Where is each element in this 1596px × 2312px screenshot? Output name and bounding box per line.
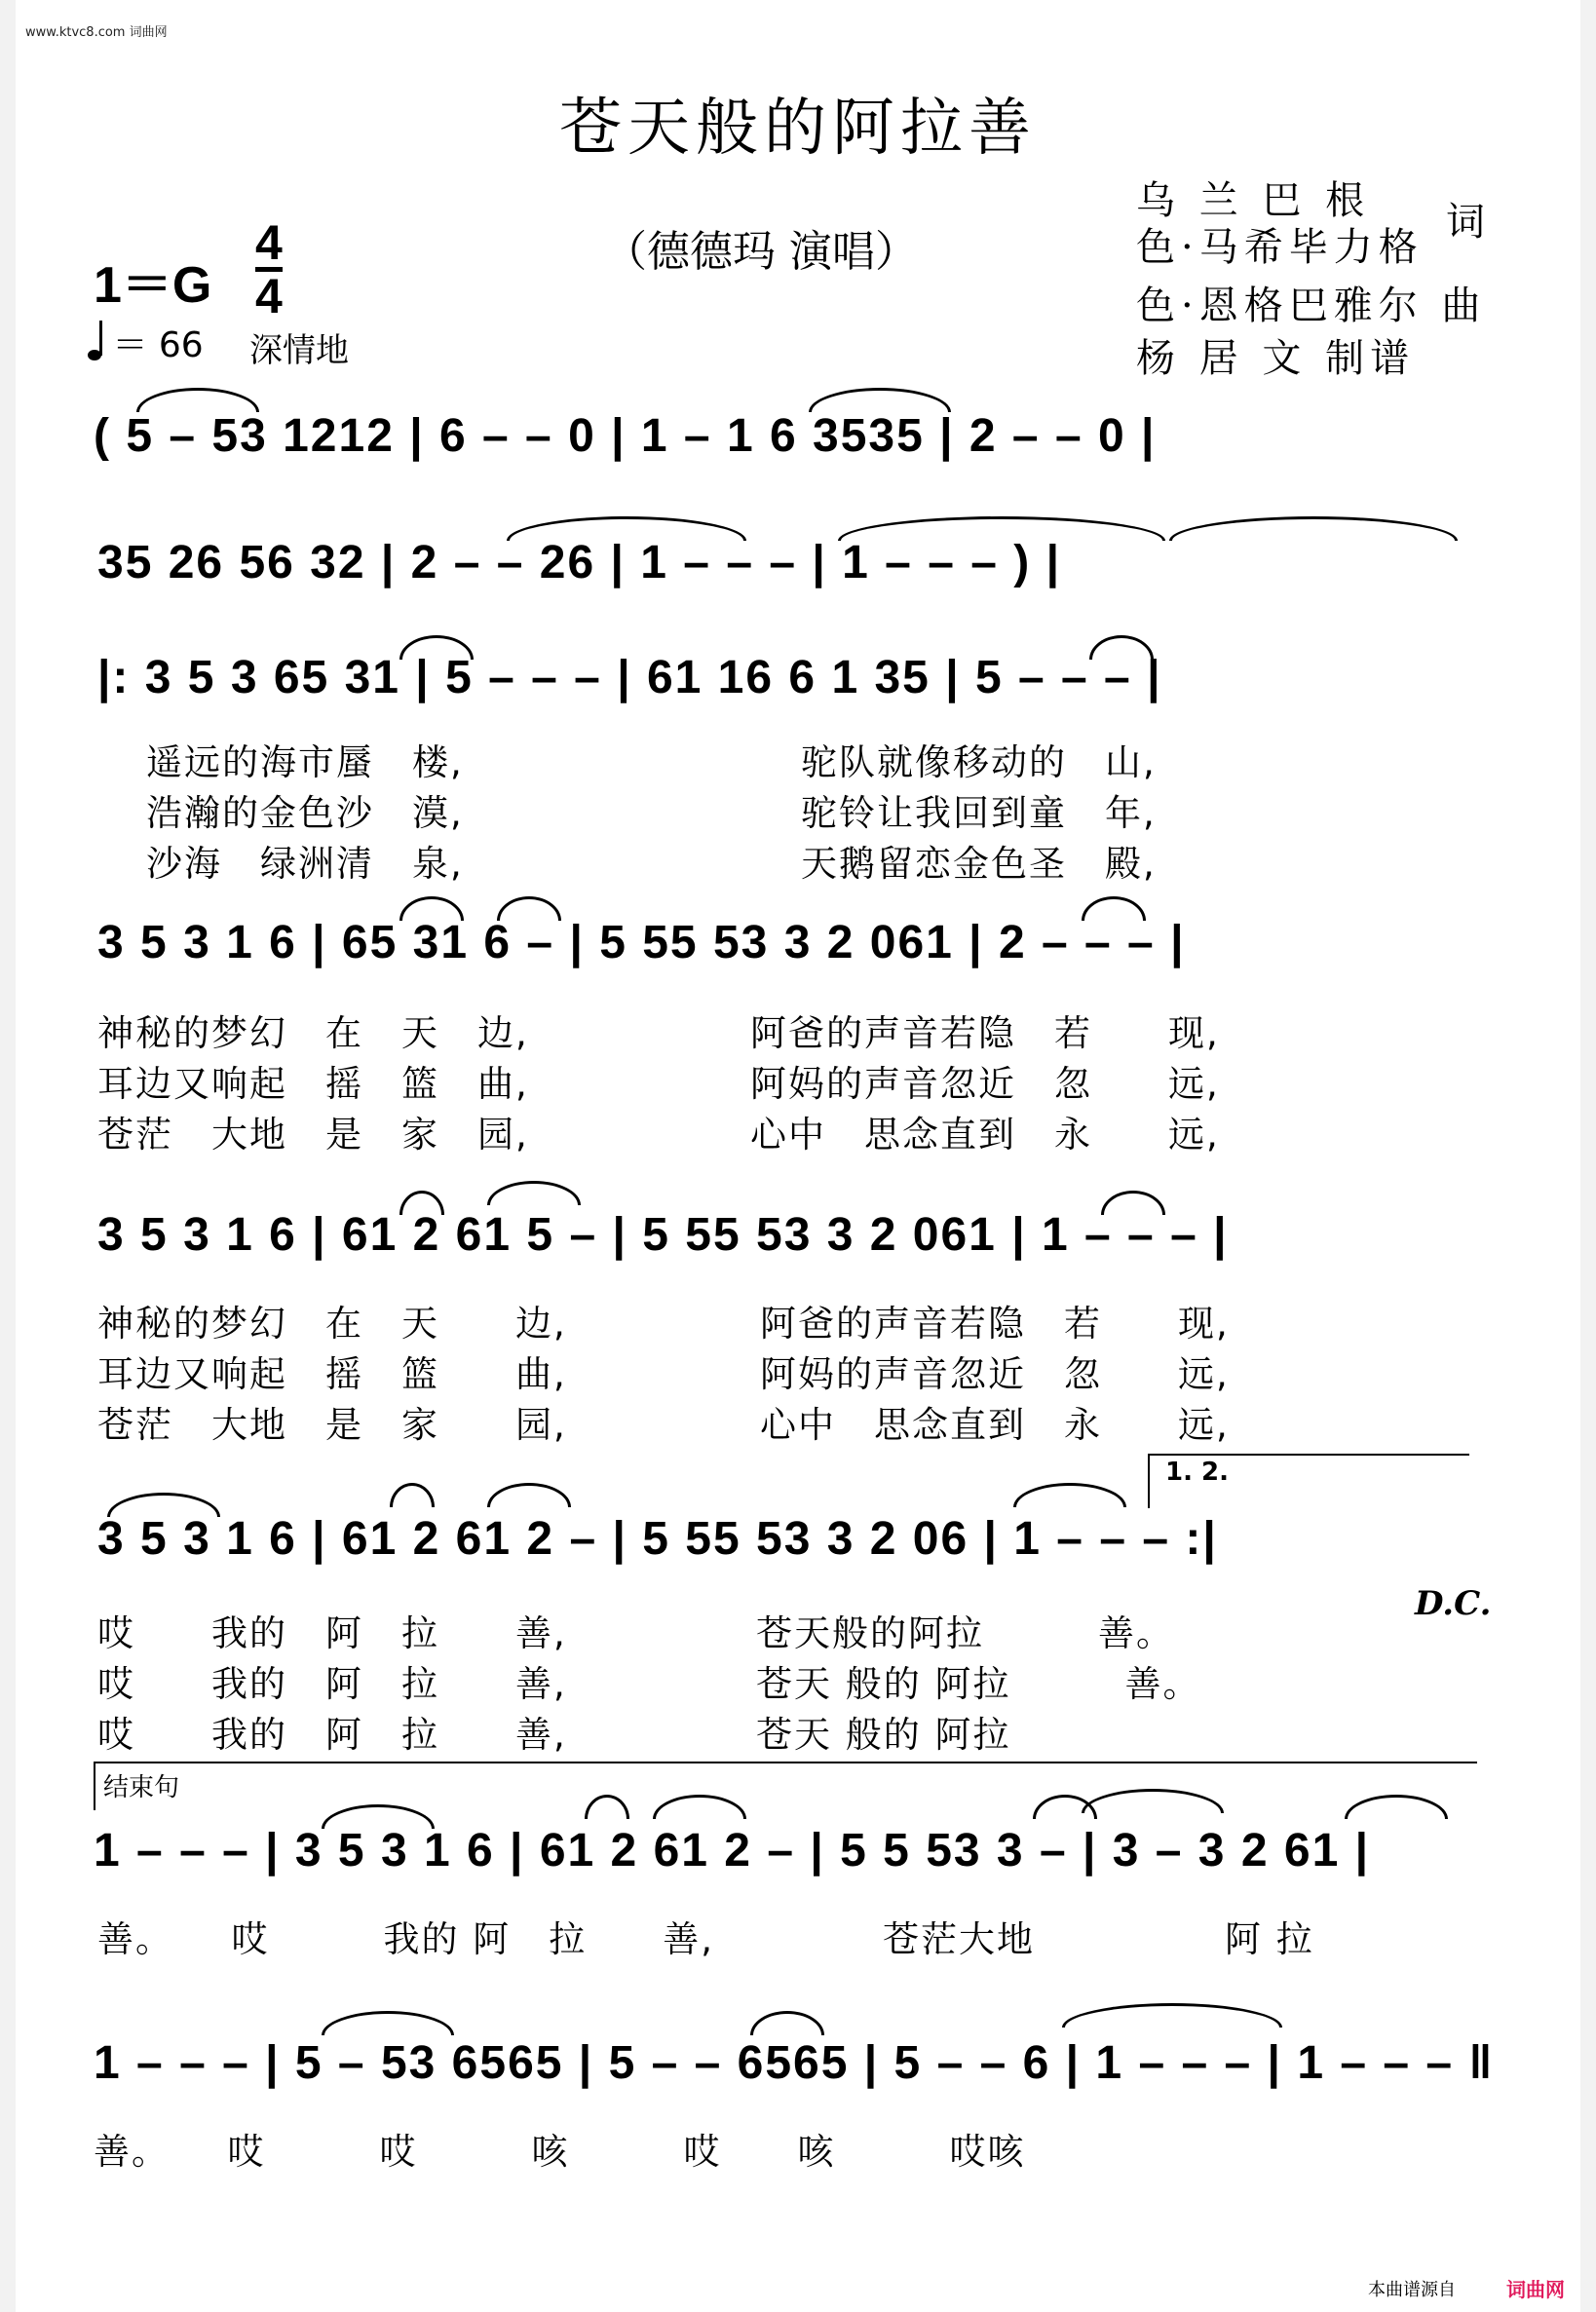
time-signature <box>255 215 283 323</box>
time-bottom: 4 <box>255 269 283 323</box>
quarter-note-icon <box>88 350 101 360</box>
staff-line-3: |: 3 5 3 65 31 | 5 – – – | 61 16 6 1 35 | 5 – – – | <box>97 652 1162 703</box>
coda-label: 结束句 <box>103 1773 180 1802</box>
lyric-verse1-a: 神秘的梦幻 在 天 边, <box>97 1012 529 1054</box>
coda-bracket-leg <box>94 1762 95 1810</box>
staff-line-2: 35 26 56 32 | 2 – – 26 | 1 – – – | 1 – – – ) | <box>97 537 1062 588</box>
slur <box>1089 635 1154 660</box>
staff-line-7: 1 – – – | 3 5 3 1 6 | 61 2 61 2 – | 5 5 53 3 – | 3 – 3 2 61 | <box>94 1825 1371 1876</box>
lyric-verse3-a: 哎 我的 阿 拉 善, <box>97 1714 567 1756</box>
right-margin-strip <box>1580 0 1596 2312</box>
lyric-verse1-b: 阿爸的声音若隐 若 现, <box>750 1012 1220 1054</box>
lyricist-2: 色·马希毕力格 <box>1136 225 1424 270</box>
slur <box>107 1493 220 1517</box>
lyric-verse2-a: 哎 我的 阿 拉 善, <box>97 1663 567 1705</box>
lyric-verse1-a: 遥远的海市蜃 楼, <box>146 741 464 783</box>
slur <box>1101 1191 1165 1215</box>
lyric-coda-a: 善。 哎 我的 阿 拉 善, <box>97 1918 715 1960</box>
slur <box>399 635 474 660</box>
lyric-verse2-a: 耳边又响起 摇 篮 曲, <box>97 1063 529 1105</box>
slur <box>585 1795 629 1819</box>
lyric-verse1-a: 哎 我的 阿 拉 善, <box>97 1612 567 1654</box>
time-top: 4 <box>255 215 283 270</box>
slur <box>136 388 259 412</box>
composer-credit: 色·恩格巴雅尔 曲 <box>1136 284 1487 328</box>
singer-credit: （德德玛 演唱） <box>604 227 918 277</box>
slur <box>487 1181 581 1205</box>
watermark-url: www.ktvc8.com 词曲网 <box>25 25 168 40</box>
lyricist-1: 乌 兰 巴 根 <box>1136 178 1371 223</box>
slur <box>1082 896 1146 921</box>
footer-site-link[interactable]: 词曲网 <box>1506 2278 1565 2301</box>
footer-source-label: 本曲谱源自 <box>1368 2280 1456 2300</box>
slur <box>1169 516 1458 541</box>
lyric-ending: 善。 哎 哎 咳 哎 咳 哎咳 <box>94 2131 1026 2173</box>
arranger-credit: 杨 居 文 制谱 <box>1136 336 1416 381</box>
volta-bracket <box>1148 1454 1469 1456</box>
volta-label: 1. 2. <box>1165 1458 1229 1487</box>
staff-line-5: 3 5 3 1 6 | 61 2 61 5 – | 5 55 53 3 2 061 | 1 – – – | <box>97 1209 1229 1261</box>
slur <box>838 516 1165 541</box>
lyric-verse2-a: 耳边又响起 摇 篮 曲, <box>97 1353 567 1395</box>
slur <box>399 896 464 921</box>
lyric-verse1-a: 神秘的梦幻 在 天 边, <box>97 1303 567 1345</box>
slur <box>322 2011 454 2035</box>
lyric-verse1-b: 苍天般的阿拉 善。 <box>756 1612 1174 1654</box>
lyric-verse3-b: 心中 思念直到 永 远, <box>760 1404 1230 1446</box>
lyric-verse2-b: 驼铃让我回到童 年, <box>801 792 1157 834</box>
staff-line-6: 3 5 3 1 6 | 61 2 61 2 – | 5 55 53 3 2 06 | 1 – – – :| <box>97 1513 1218 1565</box>
slur <box>487 1483 571 1507</box>
tempo-marking <box>88 318 204 367</box>
slur <box>1345 1795 1448 1819</box>
lyric-coda-b: 苍茫大地 阿 拉 <box>883 1918 1314 1960</box>
lyric-tag: 词 <box>1446 200 1491 245</box>
slur <box>322 1804 435 1829</box>
lyric-verse2-b: 苍天 般的 阿拉 善。 <box>756 1663 1201 1705</box>
slur <box>750 2011 824 2035</box>
slur <box>809 388 951 412</box>
expression-marking: 深情地 <box>249 331 349 370</box>
left-margin-strip <box>0 0 16 2312</box>
slur <box>1013 1483 1126 1507</box>
slur <box>1062 2003 1282 2028</box>
lyric-verse2-b: 阿妈的声音忽近 忽 远, <box>760 1353 1230 1395</box>
slur <box>390 1483 435 1507</box>
slur <box>653 1795 746 1819</box>
lyric-verse1-b: 驼队就像移动的 山, <box>801 741 1157 783</box>
lyric-verse3-b: 天鹅留恋金色圣 殿, <box>801 843 1157 885</box>
lyric-verse3-a: 苍茫 大地 是 家 园, <box>97 1114 529 1156</box>
slur <box>1082 1789 1224 1813</box>
staff-line-8: 1 – – – | 5 – 53 6565 | 5 – – 6565 | 5 – – 6 | 1 – – – | 1 – – – ‖ <box>94 2037 1495 2089</box>
staff-line-4: 3 5 3 1 6 | 65 31 6 – | 5 55 53 3 2 061 | 2 – – – | <box>97 917 1186 968</box>
lyric-verse3-b: 苍天 般的 阿拉 <box>756 1714 1011 1756</box>
staff-line-1: ( 5 – 53 1212 | 6 – – 0 | 1 – 1 6 3535 | 2 – – 0 | <box>94 410 1157 462</box>
slur <box>507 516 746 541</box>
tempo-value: ＝ 66 <box>112 325 204 365</box>
song-title: 苍天般的阿拉善 <box>559 93 1037 165</box>
coda-bracket <box>94 1762 1477 1763</box>
slur <box>399 1191 444 1215</box>
lyric-verse2-b: 阿妈的声音忽近 忽 远, <box>750 1063 1220 1105</box>
key-signature: 1＝G <box>94 257 212 314</box>
volta-bracket-leg <box>1148 1454 1150 1508</box>
lyric-verse2-a: 浩瀚的金色沙 漠, <box>146 792 464 834</box>
da-capo-mark: D.C. <box>1415 1584 1492 1623</box>
lyric-verse3-a: 苍茫 大地 是 家 园, <box>97 1404 567 1446</box>
lyric-verse3-a: 沙海 绿洲清 泉, <box>146 843 464 885</box>
slur <box>497 896 561 921</box>
lyric-verse3-b: 心中 思念直到 永 远, <box>750 1114 1220 1156</box>
lyric-verse1-b: 阿爸的声音若隐 若 现, <box>760 1303 1230 1345</box>
